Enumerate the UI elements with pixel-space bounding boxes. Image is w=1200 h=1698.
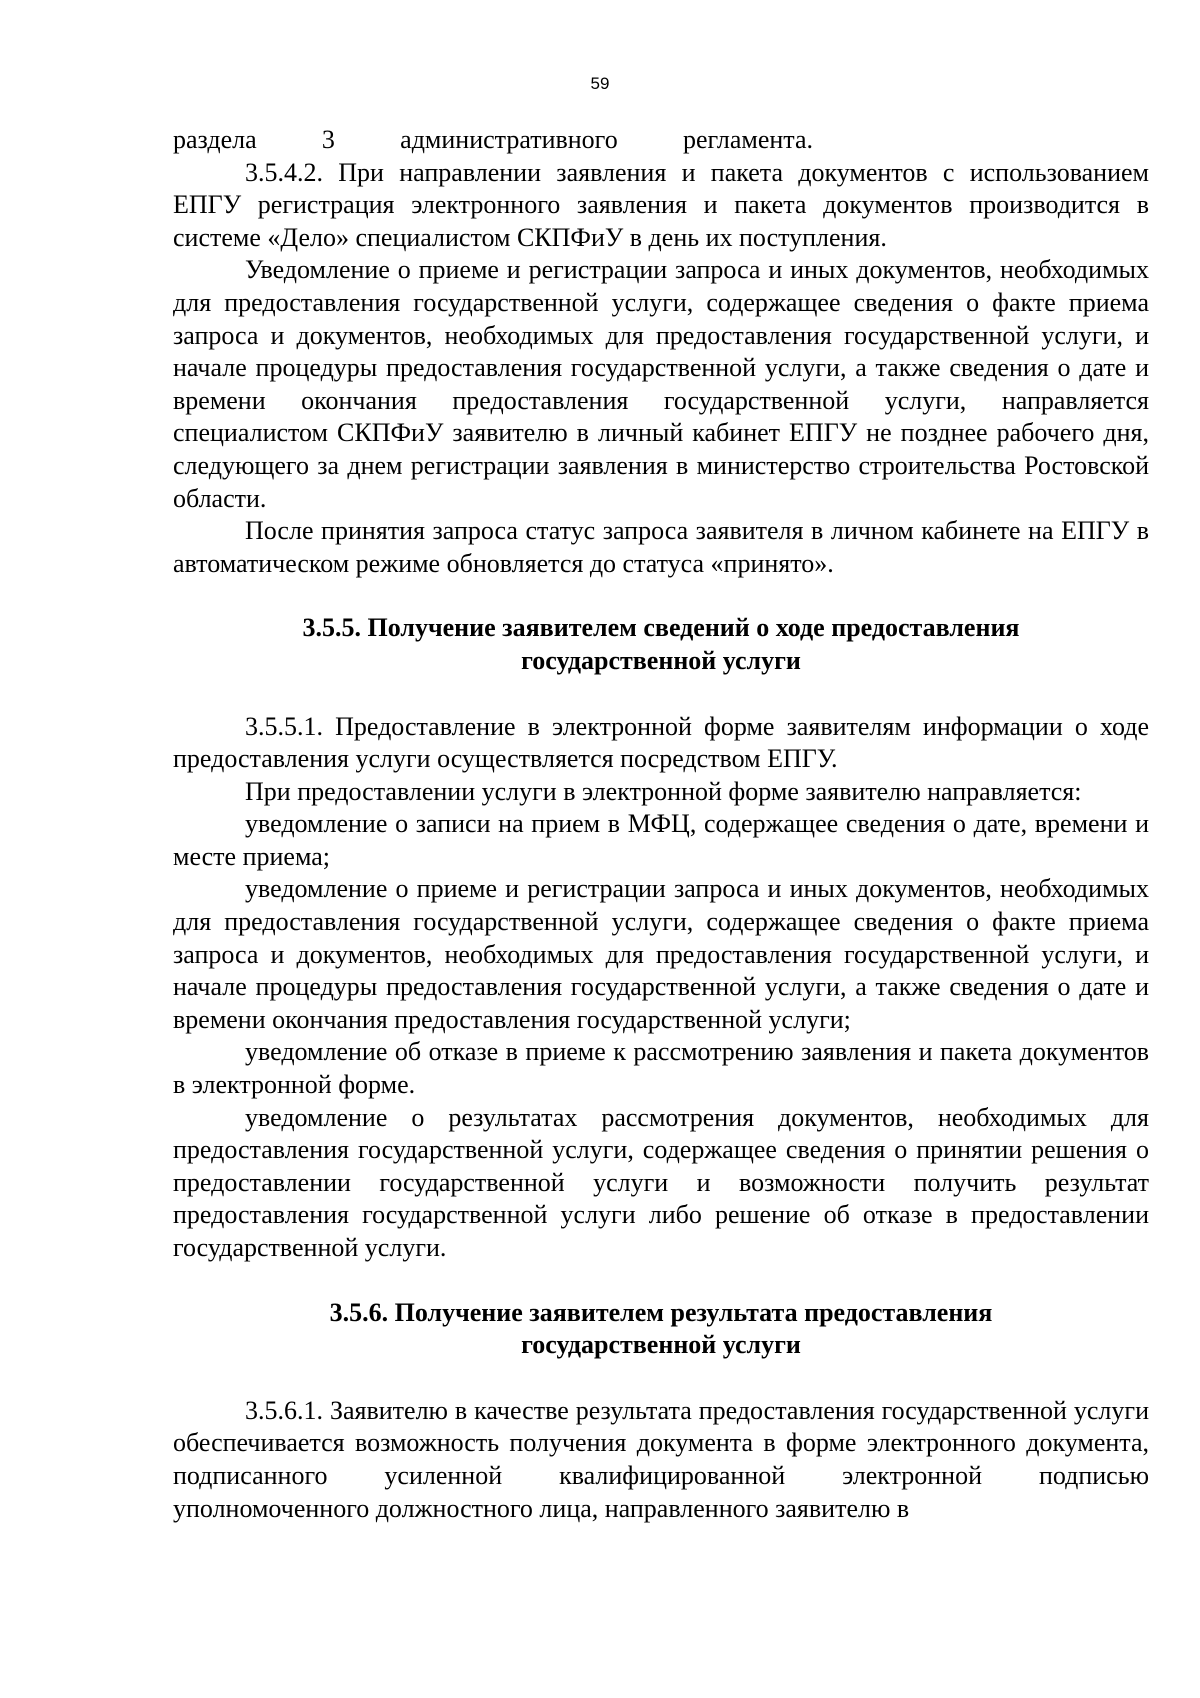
spacer (173, 1265, 1149, 1297)
section-heading-3-5-5 (173, 612, 1149, 677)
paragraph-3-5-6-1: 3.5.6.1. Заявителю в качестве результата предоставления государственной услуги обеспечивается возможность получения документа в форме электронного документа, подписанного усиленной квалифицированной электронной подписью уполномоченного должностного лица, направленного заявителю в (173, 1395, 1149, 1523)
paragraph-status: После принятия запроса статус запроса заявителя в личном кабинете на ЕПГУ в автоматическом режиме обновляется до статуса «принято». (173, 516, 1149, 578)
spacer (173, 580, 1149, 612)
paragraph-notice-mfc: уведомление о записи на прием в МФЦ, содержащее сведения о дате, времени и месте приема; (173, 809, 1149, 871)
word: раздела (173, 125, 257, 154)
paragraph-sent-list-intro: При предоставлении услуги в электронной форме заявителю направляется: (245, 776, 1082, 806)
heading-line: 3.5.5. Получение заявителем сведений о ходе предоставления (302, 613, 1020, 643)
word: регламента. (682, 125, 813, 154)
page-number: 59 (590, 74, 610, 93)
section-heading-3-5-6 (173, 1297, 1149, 1362)
heading-line: государственной услуги (521, 1330, 801, 1360)
paragraph-notice-results: уведомление о результатах рассмотрения документов, необходимых для предоставления государственной услуги, содержащее сведения о принятии решения о предоставлении государственной услуги и возможности получить результат предоставления государственной услуги либо решение об отказе в предоставлении государственной услуги. (173, 1102, 1149, 1262)
document-body (173, 124, 1149, 1525)
continuation-line (173, 124, 813, 157)
spacer (173, 1362, 1149, 1395)
paragraph-notice-registration: уведомление о приеме и регистрации запроса и иных документов, необходимых для предоставления государственной услуги, содержащее сведения о факте приема запроса и документов, необходимых для предоставления государственной услуги, и начале процедуры предоставления государственной услуги, а также сведения о дате и времени окончания предоставления государственной услуги; (173, 874, 1149, 1034)
paragraph-notification: Уведомление о приеме и регистрации запроса и иных документов, необходимых для предоставления государственной услуги, содержащее сведения о факте приема запроса и документов, необходимых для предоставления государственной услуги, и начале процедуры предоставления государственной услуги, а также сведения о дате и времени окончания предоставления государственной услуги, направляется специалистом СКПФиУ заявителю в личный кабинет ЕПГУ не позднее рабочего дня, следующего за днем регистрации заявления в министерство строительства Ростовской области. (173, 255, 1149, 513)
word: 3 (321, 125, 335, 154)
heading-line: государственной услуги (521, 645, 801, 675)
spacer (173, 678, 1149, 711)
heading-line: 3.5.6. Получение заявителем результата предоставления (329, 1297, 993, 1327)
paragraph-notice-refusal: уведомление об отказе в приеме к рассмотрению заявления и пакета документов в электронной форме. (173, 1037, 1149, 1100)
paragraph-3-5-4-2: 3.5.4.2. При направлении заявления и пакета документов с использованием ЕПГУ регистрация электронного заявления и пакета документов производится в системе «Дело» специалистом СКПФиУ в день их поступления. (173, 157, 1149, 252)
word: административного (400, 125, 618, 154)
paragraph-3-5-5-1: 3.5.5.1. Предоставление в электронной форме заявителям информации о ходе предоставления услуги осуществляется посредством ЕПГУ. (173, 711, 1149, 774)
